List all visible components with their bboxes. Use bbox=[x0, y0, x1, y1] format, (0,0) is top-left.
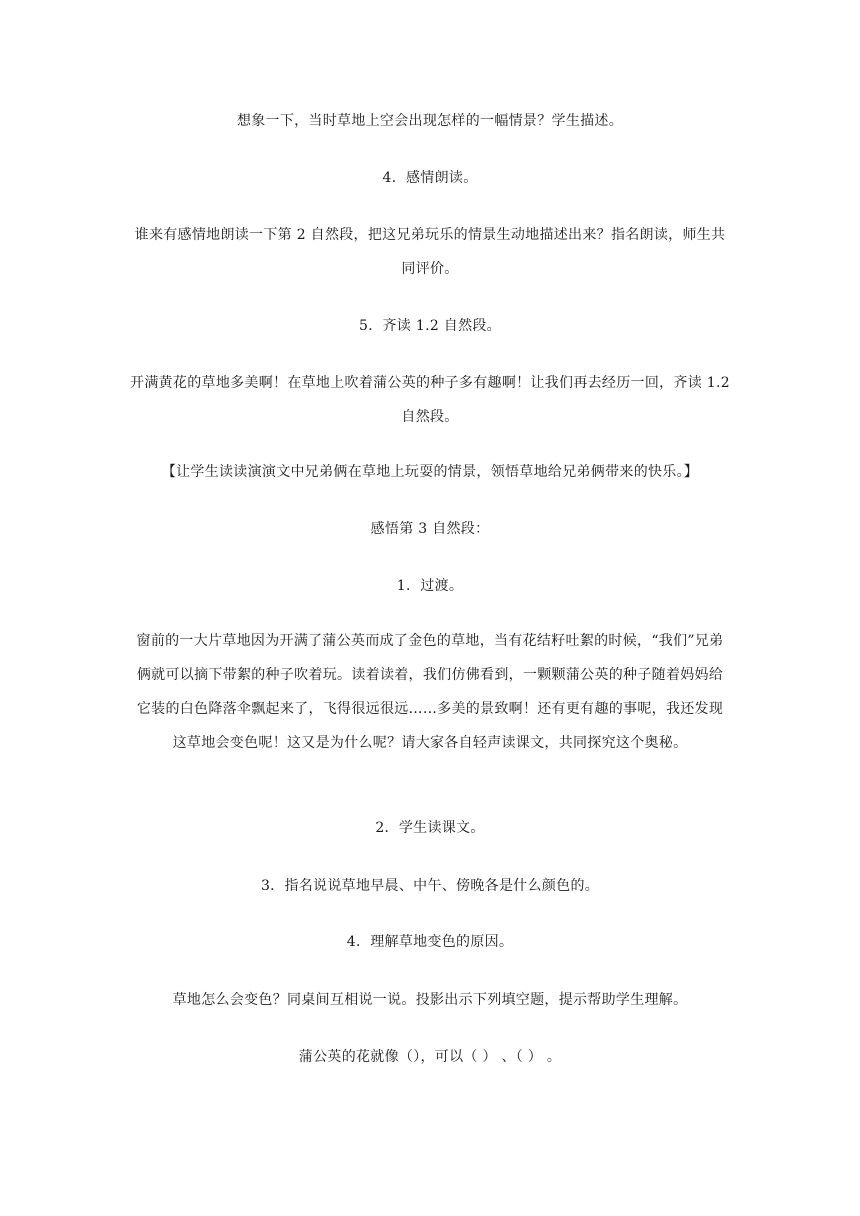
paragraph: 4．理解草地变色的原因。 bbox=[346, 934, 514, 950]
paragraph: 窗前的一大片草地因为开满了蒲公英而成了金色的草地，当有花结籽吐絮的时候，“我们”兄弟俩就可以摘下带絮的种子吹着玩。读着读着，我们仿佛看到，一颗颗蒲公英的种子随着妈妈给它装的白色降落伞飘起来了，飞得很远很远……多美的景致啊！还有更有趣的事呢，我还发现这草地会变色呢！这又是为什么呢？请大家各自轻声读课文，共同探究这个奥秘。 bbox=[136, 633, 724, 751]
paragraph: 1．过渡。 bbox=[396, 578, 464, 594]
paragraph: 5．齐读 1.2 自然段。 bbox=[359, 318, 501, 334]
paragraph: 谁来有感情地朗读一下第 2 自然段，把这兄弟玩乐的情景生动地描述出来？指名朗读，师生共同评价。 bbox=[134, 227, 726, 277]
paragraph: 想象一下，当时草地上空会出现怎样的一幅情景？学生描述。 bbox=[236, 113, 624, 129]
paragraph: 4．感情朗读。 bbox=[382, 170, 478, 186]
paragraph: 草地怎么会变色？同桌间互相说一说。投影出示下列填空题，提示帮助学生理解。 bbox=[172, 992, 688, 1008]
paragraph: 开满黄花的草地多美啊！在草地上吹着蒲公英的种子多有趣啊！让我们再去经历一回，齐读 1.2 自然段。 bbox=[130, 375, 730, 425]
fill-in-blank: 蒲公英的花就像（），可以（ ） 、（ ） 。 bbox=[298, 1049, 562, 1065]
paragraph: 【让学生读读演演文中兄弟俩在草地上玩耍的情景，领悟草地给兄弟俩带来的快乐。】 bbox=[161, 464, 699, 480]
paragraph: 2．学生读课文。 bbox=[375, 820, 485, 836]
paragraph: 3．指名说说草地早晨、中午、傍晚各是什么颜色的。 bbox=[260, 878, 600, 894]
section-heading: 感悟第 3 自然段： bbox=[370, 521, 490, 537]
